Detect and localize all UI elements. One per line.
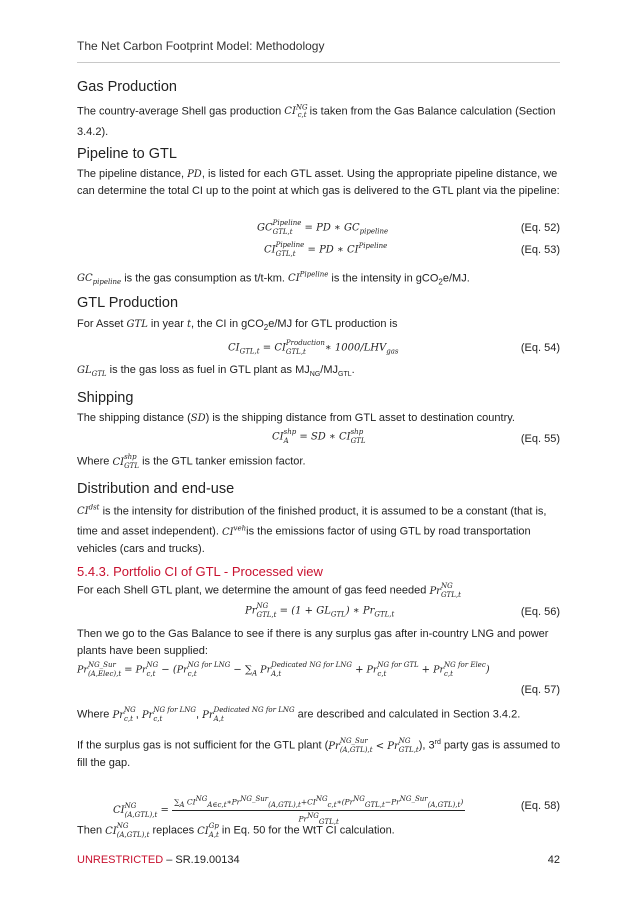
heading-pipeline-to-gtl: Pipeline to GTL bbox=[77, 146, 177, 162]
paragraph-pipeline-note: $GC_{pipeline}$ is the gas consumption as t/t-km. $CI^{Pipeline}$ is the intensity in gCO$_2$e/MJ. bbox=[77, 271, 470, 287]
equation-54-number: (Eq. 54) bbox=[520, 342, 560, 354]
heading-gas-production: Gas Production bbox=[77, 79, 177, 95]
paragraph-surplus: If the surplus gas is not sufficient for the GTL plant (Pr NG_Sur (A,GTL),t < Pr NG GTL,t ), 3rd party gas is assumed to fill the gap. bbox=[77, 737, 561, 770]
paragraph-then-replaces: Then CI NG (A,GTL),t replaces CI Gp A,t in Eq. 50 for the WtT CI calculation. bbox=[77, 822, 395, 839]
equation-53-number: (Eq. 53) bbox=[520, 244, 560, 256]
classification-label: UNRESTRICTED bbox=[77, 854, 164, 866]
running-header: The Net Carbon Footprint Model: Methodology bbox=[77, 39, 325, 53]
heading-distribution: Distribution and end-use bbox=[77, 481, 235, 497]
equation-57: Pr NG_Sur (A,Elec),t = Pr NG c,t − (Pr NG for LNG c,t − $\sum_A$ Pr Dedicated NG for LNG A,t + Pr NG for GTL c,t + Pr NG for Elec c,t ) bbox=[77, 661, 490, 678]
paragraph-pipeline: The pipeline distance, PD, is listed for each GTL asset. Using the appropriate pipeline distance, we can determine the total CI up to the point at which gas is delivered to the GTL plant via the pipeline: bbox=[77, 168, 560, 197]
equation-56-number: (Eq. 56) bbox=[520, 606, 560, 618]
equation-55: CI shp A = SD ∗ CI shp GTL bbox=[272, 428, 366, 445]
page-number: 42 bbox=[547, 854, 560, 866]
footer-classification bbox=[77, 854, 240, 866]
heading-gtl-production: GTL Production bbox=[77, 295, 179, 311]
equation-52: GC Pipeline GTL,t = PD ∗ $GC_{pipeline}$ bbox=[257, 219, 389, 236]
equation-53: CI Pipeline GTL,t = PD ∗ $CI^{Pipeline}$ bbox=[264, 241, 388, 258]
paragraph-distribution: $CI^{dst}$ is the intensity for distribution of the finished product, it is assumed to be a constant (that is, time and asset independent). $CI^{veh}is$ the emissions factor of using GTL by road transportation vehicles (cars and trucks). bbox=[77, 504, 547, 555]
report-id: – SR.19.00134 bbox=[163, 854, 240, 866]
paragraph-where-pr: Where Pr NG c,t , Pr NG for LNG c,t , Pr Dedicated NG for LNG A,t are described and calculated in Section 3.4.2. bbox=[77, 706, 521, 723]
paragraph-gtl-production: For Asset GTL in year t, the CI in gCO$_2$e/MJ for GTL production is bbox=[77, 318, 398, 333]
equation-58: CI NG (A,GTL),t = $\sum_A$ $CI^{NG}_{A\in c,t}∗Pr^{NG\_Sur}_{(A,GTL),t}+CI^{NG}_{c,t}∗(Pr^{NG}_{GTL,t}-Pr^{NG\_Sur}_{(A,GTL),t})$ $Pr^{NG}_{GTL,t}$ bbox=[113, 795, 464, 826]
equation-56: Pr NG GTL,t = $(1 + GL_{GTL})$ ∗ $Pr_{GTL,t}$ bbox=[245, 602, 395, 619]
paragraph-shipping-note: Where CI shp GTL is the GTL tanker emission factor. bbox=[77, 453, 306, 470]
heading-portfolio-ci: 5.4.3. Portfolio CI of GTL - Processed view bbox=[77, 564, 323, 579]
paragraph-shipping: The shipping distance (SD) is the shipping distance from GTL asset to destination country. bbox=[77, 412, 515, 424]
equation-54: $CI_{GTL,t}$ = CI Production GTL,t ∗ $1000/LHV_{gas}$ bbox=[228, 339, 399, 356]
equation-52-number: (Eq. 52) bbox=[520, 222, 560, 234]
header-rule bbox=[77, 62, 560, 63]
paragraph-portfolio-intro: For each Shell GTL plant, we determine the amount of gas feed needed Pr NG GTL,t bbox=[77, 582, 461, 599]
paragraph-gas-balance: Then we go to the Gas Balance to see if there is any surplus gas after in-country LNG and power plants have been supplied: bbox=[77, 628, 549, 657]
paragraph-gtl-note: $GL_{GTL}$ is the gas loss as fuel in GTL plant as $MJ_{NG}/MJ_{GTL}$. bbox=[77, 364, 355, 379]
heading-shipping: Shipping bbox=[77, 390, 134, 406]
equation-58-number: (Eq. 58) bbox=[520, 800, 560, 812]
equation-55-number: (Eq. 55) bbox=[520, 433, 560, 445]
equation-57-number: (Eq. 57) bbox=[520, 684, 560, 696]
paragraph-gas-production: The country-average Shell gas production $CI^{NG}_{c,t}$ is taken from the Gas Balance calculation (Section 3.4.2). bbox=[77, 104, 556, 139]
